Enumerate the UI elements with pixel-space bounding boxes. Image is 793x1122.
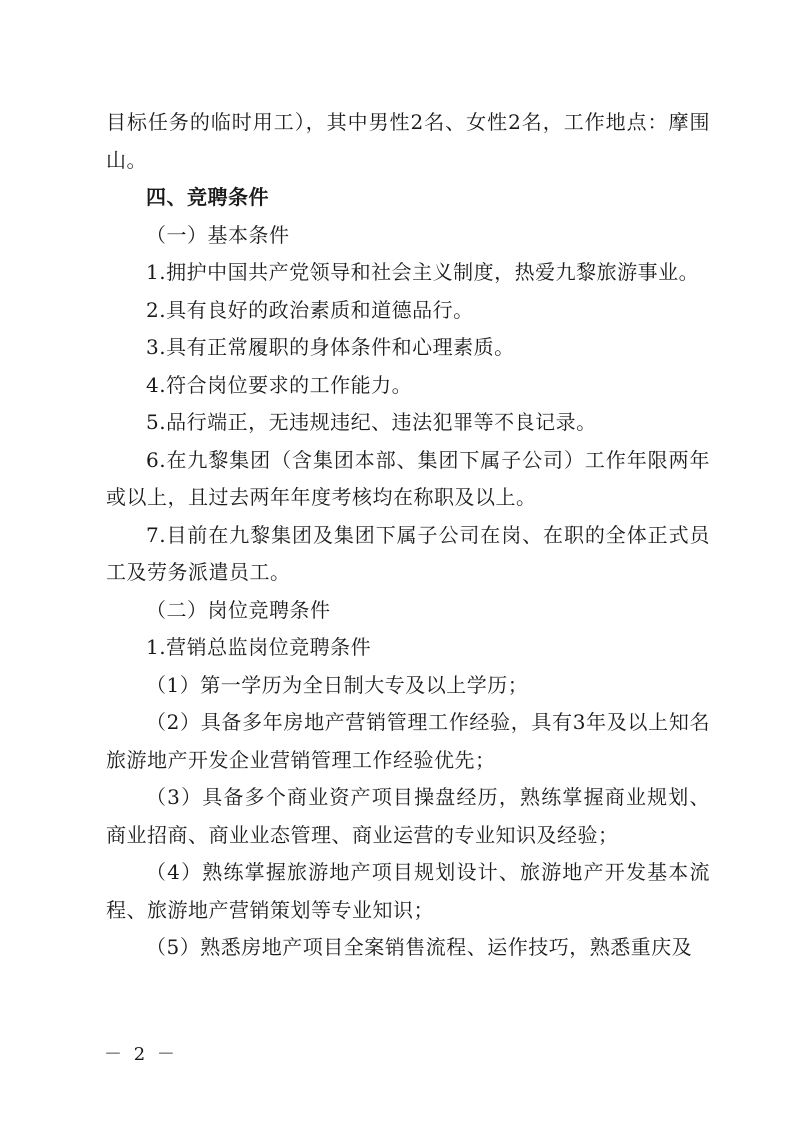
paragraph-continuation: 目标任务的临时用工），其中男性2名、女性2名，工作地点：摩围山。 <box>106 110 710 172</box>
basic-condition-2: 2.具有良好的政治素质和道德品行。 <box>146 297 474 322</box>
document-body <box>106 104 710 967</box>
basic-condition-3: 3.具有正常履职的身体条件和心理素质。 <box>146 335 515 359</box>
basic-condition-5: 5.品行端正，无违规违纪、违法犯罪等不良记录。 <box>146 410 597 434</box>
basic-condition-6: 6.在九黎集团（含集团本部、集团下属子公司）工作年限两年或以上，且过去两年年度考核均在称职及以上。 <box>106 447 710 509</box>
position-condition-1: （1）第一学历为全日制大专及以上学历； <box>146 672 529 697</box>
position-condition-2: （2）具备多年房地产营销管理工作经验，具有3年及以上知名旅游地产开发企业营销管理工作经验优先； <box>106 710 710 772</box>
basic-condition-4: 4.符合岗位要求的工作能力。 <box>146 372 413 397</box>
subsection-heading-basic: （一）基本条件 <box>146 222 290 247</box>
section-heading-conditions: 四、竞聘条件 <box>146 185 269 209</box>
position-condition-5: （5）熟悉房地产项目全案销售流程、运作技巧，熟悉重庆及 <box>146 935 693 959</box>
position-condition-4: （4）熟练掌握旅游地产项目规划设计、旅游地产开发基本流程、旅游地产营销策划等专业知识； <box>106 860 710 922</box>
subsection-heading-position: （二）岗位竞聘条件 <box>146 597 331 622</box>
basic-condition-7: 7.目前在九黎集团及集团下属子公司在岗、在职的全体正式员工及劳务派遣员工。 <box>106 522 710 584</box>
position-condition-3: （3）具备多个商业资产项目操盘经历，熟练掌握商业规划、商业招商、商业业态管理、商业运营的专业知识及经验； <box>106 785 710 847</box>
page-number: － 2 － <box>104 1044 178 1065</box>
basic-condition-1: 1.拥护中国共产党领导和社会主义制度，热爱九黎旅游事业。 <box>146 260 700 284</box>
position-heading-marketing-director: 1.营销总监岗位竞聘条件 <box>146 635 372 659</box>
